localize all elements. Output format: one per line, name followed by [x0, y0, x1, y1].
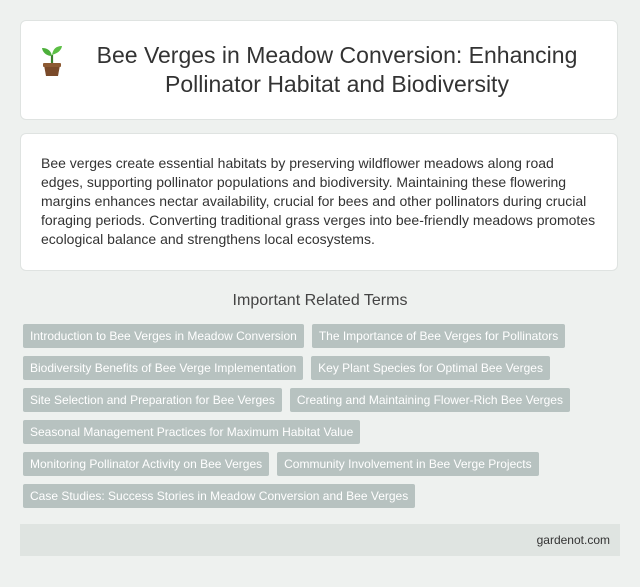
- related-terms-list: [23, 324, 617, 516]
- footer: [20, 524, 620, 556]
- related-terms-heading: Important Related Terms: [232, 292, 408, 309]
- title-wrap: [39, 41, 599, 99]
- summary-text: Bee verges create essential habitats by preserving wildflower meadows along road edges, supporting pollinator populations and biodiversity. Maintaining these flowering margins enhances nectar availability, crucial for bees and other pollinators during crucial foraging periods. Converting traditional grass verges into bee-friendly meadows promotes ecological balance and strengthens local ecosystems.: [41, 155, 596, 247]
- term-tag[interactable]: Biodiversity Benefits of Bee Verge Implementation: [23, 356, 303, 380]
- page-title: Bee Verges in Meadow Conversion: Enhancing Pollinator Habitat and Biodiversity: [96, 42, 578, 97]
- term-tag[interactable]: Creating and Maintaining Flower-Rich Bee Verges: [290, 388, 570, 412]
- term-row: [23, 356, 617, 380]
- term-tag[interactable]: Community Involvement in Bee Verge Projects: [277, 452, 538, 476]
- term-row: [23, 324, 617, 348]
- term-tag[interactable]: Case Studies: Success Stories in Meadow Conversion and Bee Verges: [23, 484, 415, 508]
- term-tag[interactable]: Introduction to Bee Verges in Meadow Conversion: [23, 324, 304, 348]
- title-card: [20, 20, 618, 120]
- term-tag[interactable]: Site Selection and Preparation for Bee Verges: [23, 388, 282, 412]
- term-tag[interactable]: The Importance of Bee Verges for Pollinators: [312, 324, 565, 348]
- term-tag[interactable]: Seasonal Management Practices for Maximum Habitat Value: [23, 420, 360, 444]
- term-tag[interactable]: Monitoring Pollinator Activity on Bee Verges: [23, 452, 269, 476]
- term-row: [23, 484, 617, 508]
- term-row: [23, 452, 617, 476]
- term-tag[interactable]: Key Plant Species for Optimal Bee Verges: [311, 356, 550, 380]
- sprout-icon: [39, 43, 65, 77]
- term-row: [23, 420, 617, 444]
- term-row: [23, 388, 617, 412]
- footer-site-link[interactable]: gardenot.com: [536, 533, 610, 547]
- summary-card: [20, 133, 618, 271]
